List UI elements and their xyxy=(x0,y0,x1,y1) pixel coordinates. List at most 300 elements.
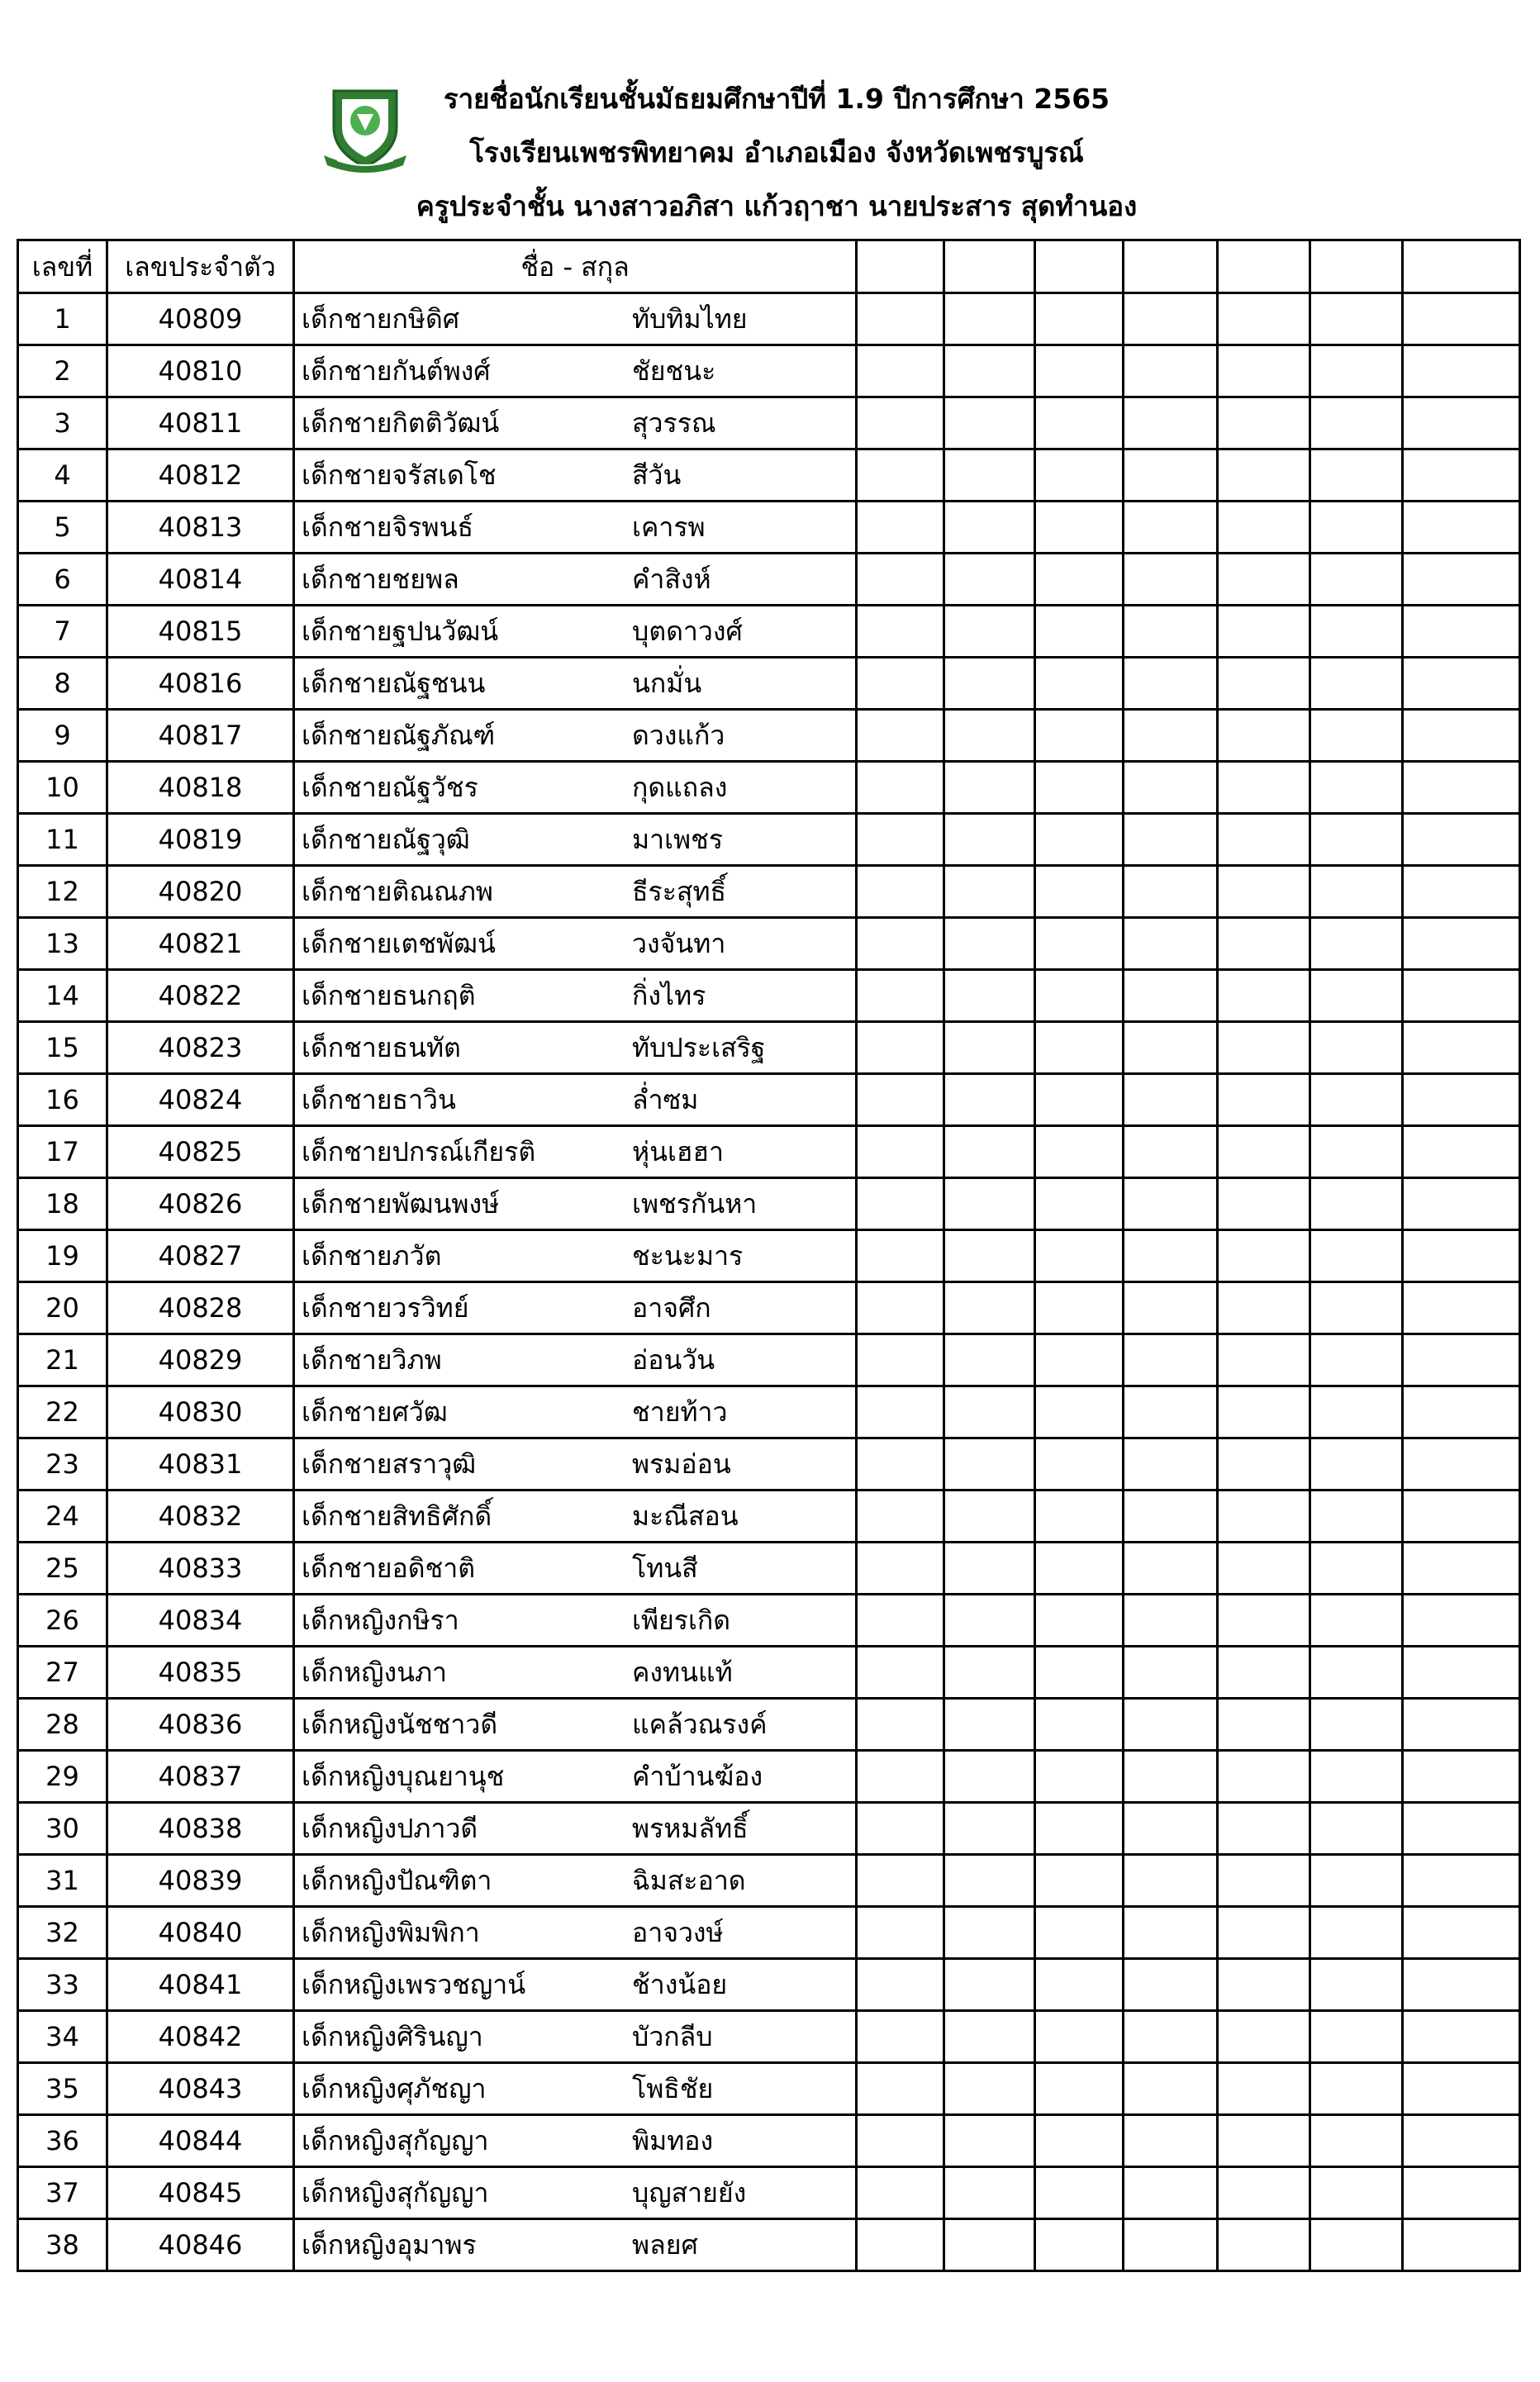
student-number-cell: 11 xyxy=(18,814,107,866)
blank-check-cell xyxy=(1124,1334,1218,1386)
student-number-cell: 2 xyxy=(18,345,107,397)
table-row xyxy=(18,1595,1520,1647)
blank-check-cell xyxy=(1310,2167,1403,2219)
student-first-name: เด็กชายวรวิทย์ xyxy=(302,1292,469,1324)
blank-column-header xyxy=(1310,240,1403,293)
student-name-cell xyxy=(294,1438,857,1491)
blank-check-cell xyxy=(1218,2011,1310,2063)
blank-check-cell xyxy=(944,2167,1035,2219)
blank-check-cell xyxy=(1403,2219,1520,2271)
column-header-student-id: เลขประจำตัว xyxy=(107,240,294,293)
blank-check-cell xyxy=(1403,293,1520,345)
student-last-name: คำสิงห์ xyxy=(632,563,711,595)
student-last-name: บุตดาวงศ์ xyxy=(632,616,743,647)
student-id-cell: 40816 xyxy=(107,658,294,710)
student-first-name: เด็กชายณัฐชนน xyxy=(302,668,486,699)
blank-check-cell xyxy=(857,1074,944,1126)
student-name-cell xyxy=(294,1803,857,1855)
blank-check-cell xyxy=(1124,1022,1218,1074)
blank-check-cell xyxy=(1035,397,1124,449)
blank-check-cell xyxy=(857,502,944,554)
blank-check-cell xyxy=(1124,502,1218,554)
blank-check-cell xyxy=(1035,658,1124,710)
student-id-cell: 40834 xyxy=(107,1595,294,1647)
student-number-cell: 10 xyxy=(18,762,107,814)
student-first-name: เด็กหญิงบุณยานุช xyxy=(302,1761,505,1792)
blank-check-cell xyxy=(944,1751,1035,1803)
blank-check-cell xyxy=(1403,1751,1520,1803)
blank-check-cell xyxy=(944,397,1035,449)
blank-check-cell xyxy=(944,1543,1035,1595)
table-row xyxy=(18,918,1520,970)
blank-check-cell xyxy=(944,2011,1035,2063)
blank-check-cell xyxy=(1310,1126,1403,1178)
table-row xyxy=(18,293,1520,345)
document-title: รายชื่อนักเรียนชั้นมัธยมศึกษาปีที่ 1.9 ปีการศึกษา 2565 xyxy=(443,83,1110,115)
blank-check-cell xyxy=(857,1855,944,1907)
student-number-cell: 13 xyxy=(18,918,107,970)
table-row xyxy=(18,1855,1520,1907)
table-row xyxy=(18,1751,1520,1803)
blank-check-cell xyxy=(1403,502,1520,554)
blank-check-cell xyxy=(857,2167,944,2219)
table-row xyxy=(18,658,1520,710)
student-number-cell: 26 xyxy=(18,1595,107,1647)
student-id-cell: 40823 xyxy=(107,1022,294,1074)
student-name-cell xyxy=(294,1022,857,1074)
blank-check-cell xyxy=(1310,918,1403,970)
table-row xyxy=(18,2219,1520,2271)
student-first-name: เด็กชายกันต์พงศ์ xyxy=(302,355,491,387)
student-number-cell: 32 xyxy=(18,1907,107,1959)
table-row xyxy=(18,2011,1520,2063)
student-number-cell: 27 xyxy=(18,1647,107,1699)
blank-check-cell xyxy=(1310,1907,1403,1959)
blank-check-cell xyxy=(944,1855,1035,1907)
blank-check-cell xyxy=(857,2063,944,2115)
blank-check-cell xyxy=(1124,866,1218,918)
blank-column-header xyxy=(1035,240,1124,293)
student-first-name: เด็กชายณัฐวัชร xyxy=(302,772,478,803)
student-name-cell xyxy=(294,2011,857,2063)
blank-check-cell xyxy=(944,866,1035,918)
student-id-cell: 40842 xyxy=(107,2011,294,2063)
blank-check-cell xyxy=(944,2115,1035,2167)
blank-check-cell xyxy=(1035,1074,1124,1126)
student-number-cell: 35 xyxy=(18,2063,107,2115)
student-number-cell: 33 xyxy=(18,1959,107,2011)
blank-column-header xyxy=(1124,240,1218,293)
student-number-cell: 37 xyxy=(18,2167,107,2219)
blank-check-cell xyxy=(1310,1334,1403,1386)
student-last-name: บัวกลีบ xyxy=(632,2021,713,2052)
blank-check-cell xyxy=(1310,970,1403,1022)
student-number-cell: 34 xyxy=(18,2011,107,2063)
blank-check-cell xyxy=(1218,1282,1310,1334)
blank-check-cell xyxy=(944,658,1035,710)
blank-check-cell xyxy=(1035,449,1124,502)
blank-column-header xyxy=(1403,240,1520,293)
student-last-name: แคล้วณรงค์ xyxy=(632,1709,768,1740)
student-id-cell: 40829 xyxy=(107,1334,294,1386)
student-last-name: อาจศึก xyxy=(632,1292,711,1324)
blank-check-cell xyxy=(1035,1491,1124,1543)
blank-check-cell xyxy=(944,1595,1035,1647)
blank-check-cell xyxy=(1403,1803,1520,1855)
student-first-name: เด็กชายภวัต xyxy=(302,1240,442,1272)
student-last-name: มาเพชร xyxy=(632,824,723,855)
table-row xyxy=(18,2115,1520,2167)
blank-check-cell xyxy=(857,1751,944,1803)
blank-check-cell xyxy=(1218,1855,1310,1907)
blank-check-cell xyxy=(1035,710,1124,762)
blank-check-cell xyxy=(1310,1491,1403,1543)
table-row xyxy=(18,710,1520,762)
student-first-name: เด็กชายเตชพัฒน์ xyxy=(302,928,496,959)
table-row xyxy=(18,1230,1520,1282)
student-last-name: อาจวงษ์ xyxy=(632,1917,724,1948)
student-id-cell: 40837 xyxy=(107,1751,294,1803)
blank-check-cell xyxy=(1310,658,1403,710)
blank-check-cell xyxy=(1035,970,1124,1022)
table-row xyxy=(18,866,1520,918)
column-header-name: ชื่อ - สกุล xyxy=(294,240,857,293)
blank-check-cell xyxy=(1124,1543,1218,1595)
blank-check-cell xyxy=(1035,345,1124,397)
blank-check-cell xyxy=(944,1230,1035,1282)
student-name-cell xyxy=(294,397,857,449)
student-name-cell xyxy=(294,1282,857,1334)
student-name-cell xyxy=(294,1543,857,1595)
blank-check-cell xyxy=(857,814,944,866)
student-last-name: เคารพ xyxy=(632,511,706,543)
blank-check-cell xyxy=(1218,1334,1310,1386)
blank-check-cell xyxy=(1218,502,1310,554)
blank-check-cell xyxy=(1124,1647,1218,1699)
student-number-cell: 30 xyxy=(18,1803,107,1855)
blank-check-cell xyxy=(1218,1491,1310,1543)
blank-check-cell xyxy=(944,1022,1035,1074)
table-row xyxy=(18,1178,1520,1230)
student-last-name: ทับทิมไทย xyxy=(632,303,748,335)
blank-column-header xyxy=(1218,240,1310,293)
blank-check-cell xyxy=(1124,2219,1218,2271)
student-id-cell: 40821 xyxy=(107,918,294,970)
blank-check-cell xyxy=(857,1543,944,1595)
table-row xyxy=(18,1699,1520,1751)
blank-check-cell xyxy=(1403,866,1520,918)
blank-check-cell xyxy=(1124,918,1218,970)
blank-check-cell xyxy=(1310,762,1403,814)
table-row xyxy=(18,2063,1520,2115)
student-id-cell: 40835 xyxy=(107,1647,294,1699)
blank-check-cell xyxy=(1124,2011,1218,2063)
blank-check-cell xyxy=(1035,2219,1124,2271)
table-row xyxy=(18,762,1520,814)
table-row xyxy=(18,814,1520,866)
blank-check-cell xyxy=(857,1959,944,2011)
student-id-cell: 40830 xyxy=(107,1386,294,1438)
student-id-cell: 40828 xyxy=(107,1282,294,1334)
student-last-name: เพชรกันหา xyxy=(632,1188,758,1220)
student-last-name: พรหมลัทธิ์ xyxy=(632,1813,749,1844)
blank-check-cell xyxy=(1403,1543,1520,1595)
student-first-name: เด็กชายธนทัต xyxy=(302,1032,461,1063)
student-name-cell xyxy=(294,918,857,970)
blank-check-cell xyxy=(1310,2219,1403,2271)
blank-check-cell xyxy=(1403,554,1520,606)
blank-check-cell xyxy=(1124,2115,1218,2167)
blank-check-cell xyxy=(944,1491,1035,1543)
blank-check-cell xyxy=(857,1699,944,1751)
column-header-number: เลขที่ xyxy=(18,240,107,293)
blank-check-cell xyxy=(1218,762,1310,814)
blank-check-cell xyxy=(1218,1386,1310,1438)
blank-check-cell xyxy=(1403,710,1520,762)
student-last-name: มะณีสอน xyxy=(632,1500,739,1532)
student-number-cell: 3 xyxy=(18,397,107,449)
student-id-cell: 40839 xyxy=(107,1855,294,1907)
blank-check-cell xyxy=(1218,293,1310,345)
blank-check-cell xyxy=(1403,1074,1520,1126)
blank-check-cell xyxy=(1124,1386,1218,1438)
blank-check-cell xyxy=(1403,658,1520,710)
blank-check-cell xyxy=(1035,1803,1124,1855)
blank-check-cell xyxy=(857,1803,944,1855)
blank-check-cell xyxy=(1218,2167,1310,2219)
blank-check-cell xyxy=(857,762,944,814)
student-last-name: ฉิมสะอาด xyxy=(632,1865,746,1896)
blank-check-cell xyxy=(1124,293,1218,345)
blank-check-cell xyxy=(1218,1126,1310,1178)
blank-check-cell xyxy=(944,918,1035,970)
student-number-cell: 23 xyxy=(18,1438,107,1491)
student-first-name: เด็กหญิงอุมาพร xyxy=(302,2229,477,2261)
student-last-name: ชัยชนะ xyxy=(632,355,716,387)
blank-check-cell xyxy=(1124,1803,1218,1855)
table-row xyxy=(18,449,1520,502)
blank-check-cell xyxy=(857,1386,944,1438)
blank-check-cell xyxy=(944,1178,1035,1230)
student-first-name: เด็กหญิงสุกัญญา xyxy=(302,2125,489,2156)
blank-check-cell xyxy=(1310,1543,1403,1595)
blank-check-cell xyxy=(857,1647,944,1699)
student-name-cell xyxy=(294,1178,857,1230)
student-last-name: สีวัน xyxy=(632,459,682,491)
blank-check-cell xyxy=(1403,2011,1520,2063)
student-last-name: ชายท้าว xyxy=(632,1396,728,1428)
blank-check-cell xyxy=(1035,1699,1124,1751)
blank-check-cell xyxy=(1035,2063,1124,2115)
student-number-cell: 20 xyxy=(18,1282,107,1334)
blank-check-cell xyxy=(1310,293,1403,345)
blank-check-cell xyxy=(1310,397,1403,449)
blank-check-cell xyxy=(1403,2167,1520,2219)
student-first-name: เด็กชายสิทธิศักดิ์ xyxy=(302,1500,492,1532)
blank-check-cell xyxy=(1035,1022,1124,1074)
blank-check-cell xyxy=(944,1438,1035,1491)
blank-check-cell xyxy=(1403,1699,1520,1751)
blank-check-cell xyxy=(1310,1386,1403,1438)
student-first-name: เด็กหญิงสุกัญญา xyxy=(302,2177,489,2208)
blank-check-cell xyxy=(1035,606,1124,658)
blank-check-cell xyxy=(857,397,944,449)
student-first-name: เด็กหญิงกษิรา xyxy=(302,1605,459,1636)
student-name-cell xyxy=(294,658,857,710)
student-first-name: เด็กหญิงศุภัชญา xyxy=(302,2073,487,2104)
student-name-cell xyxy=(294,2115,857,2167)
student-name-cell xyxy=(294,1647,857,1699)
blank-check-cell xyxy=(1310,2115,1403,2167)
student-name-cell xyxy=(294,1595,857,1647)
table-row xyxy=(18,1803,1520,1855)
blank-check-cell xyxy=(1403,449,1520,502)
student-id-cell: 40822 xyxy=(107,970,294,1022)
student-number-cell: 17 xyxy=(18,1126,107,1178)
table-row xyxy=(18,345,1520,397)
student-name-cell xyxy=(294,293,857,345)
blank-check-cell xyxy=(944,449,1035,502)
blank-check-cell xyxy=(857,2115,944,2167)
blank-check-cell xyxy=(857,918,944,970)
blank-check-cell xyxy=(944,1803,1035,1855)
blank-check-cell xyxy=(1124,814,1218,866)
blank-check-cell xyxy=(857,710,944,762)
blank-check-cell xyxy=(1124,1751,1218,1803)
student-first-name: เด็กหญิงปภาวดี xyxy=(302,1813,478,1844)
student-first-name: เด็กชายกษิดิศ xyxy=(302,303,460,335)
student-name-cell xyxy=(294,1386,857,1438)
blank-check-cell xyxy=(944,606,1035,658)
student-last-name: ดวงแก้ว xyxy=(632,720,725,751)
blank-check-cell xyxy=(944,1907,1035,1959)
blank-check-cell xyxy=(1035,1438,1124,1491)
blank-check-cell xyxy=(1218,1438,1310,1491)
blank-check-cell xyxy=(944,1282,1035,1334)
student-id-cell: 40810 xyxy=(107,345,294,397)
table-row xyxy=(18,397,1520,449)
blank-check-cell xyxy=(857,1178,944,1230)
blank-check-cell xyxy=(1218,1595,1310,1647)
student-number-cell: 5 xyxy=(18,502,107,554)
blank-check-cell xyxy=(1124,658,1218,710)
blank-check-cell xyxy=(1403,814,1520,866)
blank-check-cell xyxy=(1035,1907,1124,1959)
student-number-cell: 6 xyxy=(18,554,107,606)
student-name-cell xyxy=(294,1751,857,1803)
blank-check-cell xyxy=(1403,1647,1520,1699)
blank-check-cell xyxy=(1124,1126,1218,1178)
blank-check-cell xyxy=(944,814,1035,866)
student-first-name: เด็กชายสราวุฒิ xyxy=(302,1448,477,1480)
student-number-cell: 24 xyxy=(18,1491,107,1543)
blank-check-cell xyxy=(857,970,944,1022)
student-name-cell xyxy=(294,866,857,918)
blank-check-cell xyxy=(857,2011,944,2063)
student-first-name: เด็กชายชยพล xyxy=(302,563,459,595)
student-name-cell xyxy=(294,814,857,866)
blank-check-cell xyxy=(1403,1178,1520,1230)
student-id-cell: 40843 xyxy=(107,2063,294,2115)
blank-check-cell xyxy=(1218,606,1310,658)
blank-check-cell xyxy=(1403,1907,1520,1959)
blank-check-cell xyxy=(1310,502,1403,554)
blank-check-cell xyxy=(1218,1751,1310,1803)
blank-check-cell xyxy=(1124,1959,1218,2011)
student-last-name: หุ่นเฮฮา xyxy=(632,1136,724,1167)
student-last-name: พิมทอง xyxy=(632,2125,714,2156)
student-first-name: เด็กชายปกรณ์เกียรติ xyxy=(302,1136,536,1167)
blank-check-cell xyxy=(1218,1022,1310,1074)
blank-check-cell xyxy=(1403,606,1520,658)
blank-check-cell xyxy=(1403,918,1520,970)
blank-check-cell xyxy=(1124,710,1218,762)
blank-check-cell xyxy=(1310,1647,1403,1699)
student-number-cell: 19 xyxy=(18,1230,107,1282)
student-first-name: เด็กหญิงเพรวชญาน์ xyxy=(302,1969,526,2000)
student-last-name: พลยศ xyxy=(632,2229,698,2261)
blank-check-cell xyxy=(1218,1803,1310,1855)
student-first-name: เด็กชายณัฐวุฒิ xyxy=(302,824,470,855)
student-name-cell xyxy=(294,345,857,397)
blank-check-cell xyxy=(1035,554,1124,606)
table-row xyxy=(18,1907,1520,1959)
blank-check-cell xyxy=(1124,554,1218,606)
student-first-name: เด็กชายศวัฒ xyxy=(302,1396,448,1428)
blank-check-cell xyxy=(1218,970,1310,1022)
blank-check-cell xyxy=(1403,970,1520,1022)
blank-check-cell xyxy=(1124,762,1218,814)
student-id-cell: 40844 xyxy=(107,2115,294,2167)
blank-check-cell xyxy=(1124,1230,1218,1282)
blank-check-cell xyxy=(1310,1022,1403,1074)
blank-check-cell xyxy=(1310,1230,1403,1282)
table-row xyxy=(18,502,1520,554)
blank-check-cell xyxy=(1035,1334,1124,1386)
student-last-name: โพธิชัย xyxy=(632,2073,714,2104)
student-roster-table xyxy=(17,239,1521,2272)
blank-check-cell xyxy=(1310,1855,1403,1907)
student-id-cell: 40832 xyxy=(107,1491,294,1543)
blank-check-cell xyxy=(1218,814,1310,866)
blank-check-cell xyxy=(1310,1438,1403,1491)
blank-check-cell xyxy=(1310,554,1403,606)
blank-check-cell xyxy=(1403,2063,1520,2115)
blank-column-header xyxy=(944,240,1035,293)
blank-check-cell xyxy=(1310,1282,1403,1334)
blank-check-cell xyxy=(944,710,1035,762)
student-number-cell: 9 xyxy=(18,710,107,762)
student-id-cell: 40811 xyxy=(107,397,294,449)
blank-check-cell xyxy=(857,449,944,502)
student-number-cell: 14 xyxy=(18,970,107,1022)
student-first-name: เด็กหญิงพิมพิกา xyxy=(302,1917,480,1948)
student-name-cell xyxy=(294,1855,857,1907)
blank-check-cell xyxy=(1218,1907,1310,1959)
blank-check-cell xyxy=(1035,1595,1124,1647)
blank-check-cell xyxy=(1403,1855,1520,1907)
homeroom-teachers: ครูประจำชั้น นางสาวอภิสา แก้วฤาชา นายประสาร สุดทำนอง xyxy=(416,190,1138,222)
blank-check-cell xyxy=(1403,1230,1520,1282)
blank-check-cell xyxy=(857,345,944,397)
student-last-name: คงทนแท้ xyxy=(632,1657,733,1688)
blank-check-cell xyxy=(1310,1074,1403,1126)
blank-check-cell xyxy=(1403,1126,1520,1178)
student-id-cell: 40836 xyxy=(107,1699,294,1751)
blank-check-cell xyxy=(1218,2115,1310,2167)
blank-check-cell xyxy=(1035,1178,1124,1230)
student-number-cell: 22 xyxy=(18,1386,107,1438)
